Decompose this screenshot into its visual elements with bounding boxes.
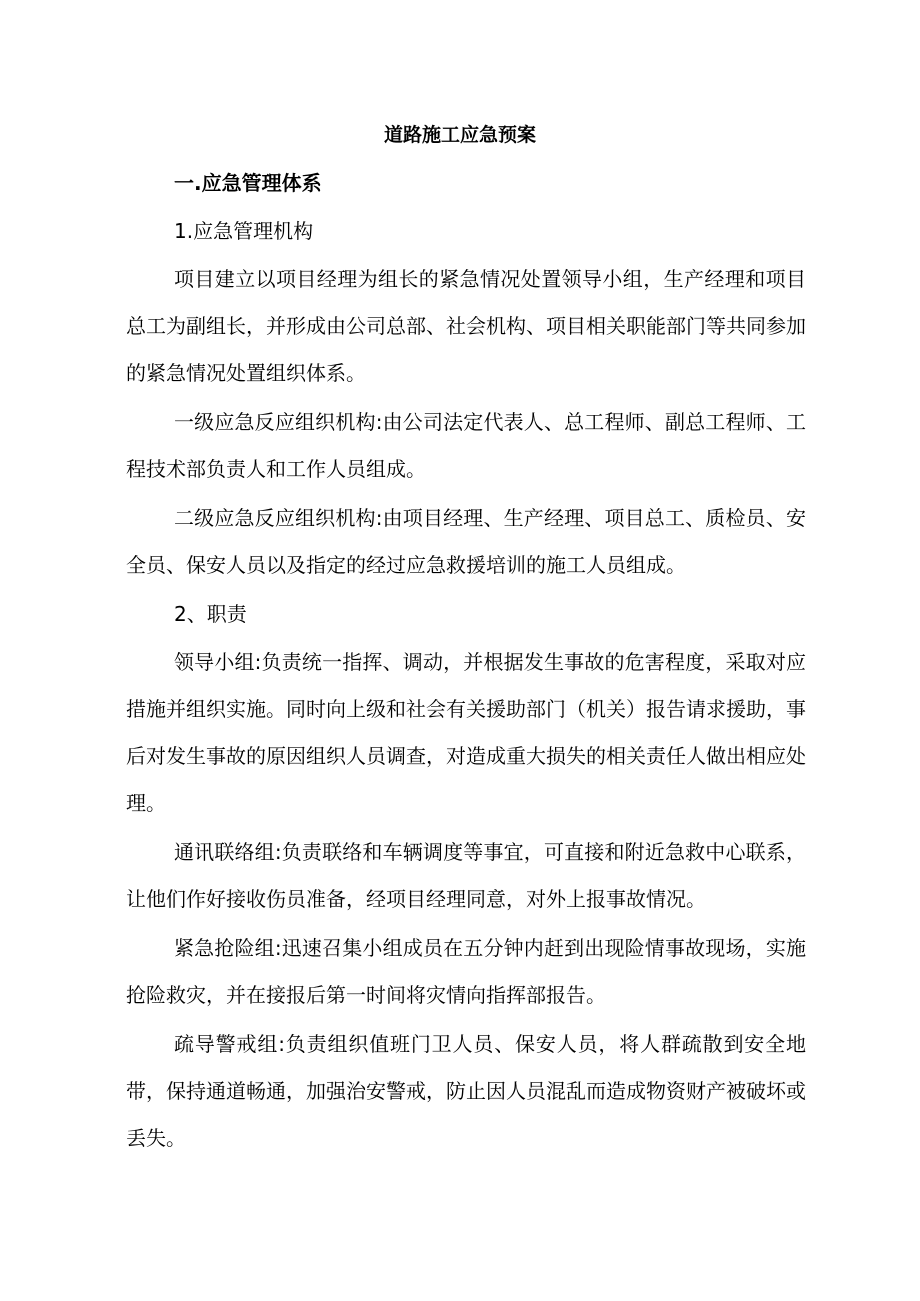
subsection-heading-org: 1.应急管理机构 <box>174 219 314 243</box>
subsection-heading-duties: 2、职责 <box>174 602 247 626</box>
paragraph-level-one: 一级应急反应组织机构:由公司法定代表人、总工程师、副总工程师、工程技术部负责人和工作人员组成。 <box>126 410 806 481</box>
paragraph-org-overview: 项目建立以项目经理为组长的紧急情况处置领导小组，生产经理和项目总工为副组长，并形成由公司总部、社会机构、项目相关职能部门等共同参加的紧急情况处置组织体系。 <box>126 267 806 385</box>
document-title: 道路施工应急预案 <box>383 124 536 146</box>
paragraph-guard-group: 疏导警戒组:负责组织值班门卫人员、保安人员，将人群疏散到安全地带，保持通道畅通，加强治安警戒，防止因人员混乱而造成物资财产被破坏或丢失。 <box>126 1032 806 1150</box>
paragraph-leadership-group: 领导小组:负责统一指挥、调动，并根据发生事故的危害程度，采取对应措施并组织实施。同时向上级和社会有关援助部门（机关）报告请求援助，事后对发生事故的原因组织人员调查，对造成重大损失的相关责任人做出相应处理。 <box>126 650 806 815</box>
paragraph-level-two: 二级应急反应组织机构:由项目经理、生产经理、项目总工、质检员、安全员、保安人员以及指定的经过应急救援培训的施工人员组成。 <box>126 506 806 577</box>
paragraph-rescue-group: 紧急抢险组:迅速召集小组成员在五分钟内赶到出现险情事故现场，实施抢险救灾，并在接报后第一时间将灾情向指挥部报告。 <box>126 936 806 1007</box>
section-heading: 一.应急管理体系 <box>174 171 322 195</box>
document-body <box>126 170 806 1174</box>
paragraph-communication-group: 通讯联络组:负责联络和车辆调度等事宜，可直接和附近急救中心联系，让他们作好接收伤员准备，经项目经理同意，对外上报事故情况。 <box>126 840 806 911</box>
